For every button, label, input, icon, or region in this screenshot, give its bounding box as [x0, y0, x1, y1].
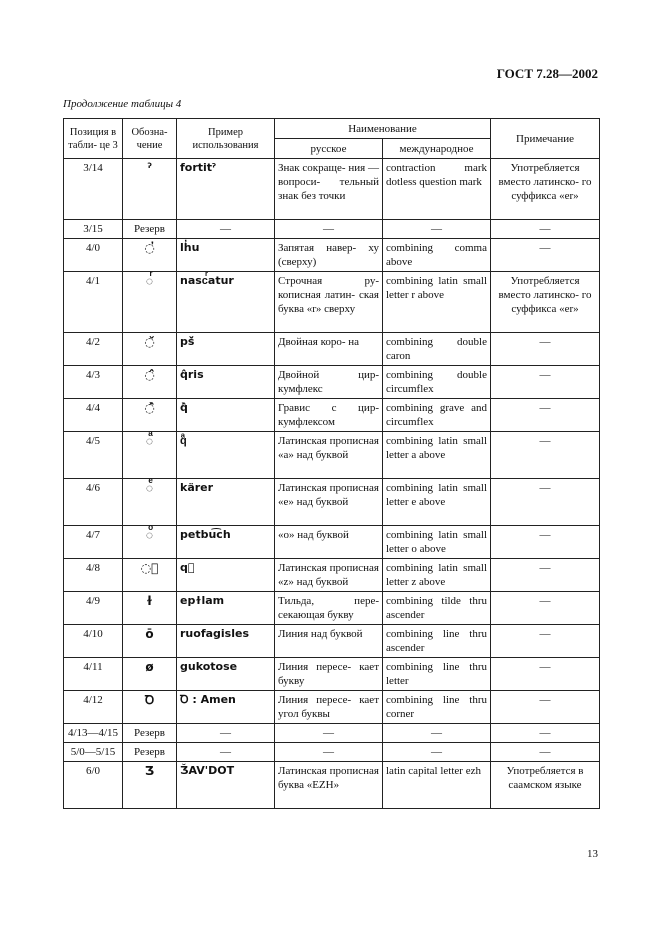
row-example: lh̓u	[177, 239, 275, 272]
table-row	[64, 399, 600, 432]
row-note: —	[491, 526, 600, 559]
row-designation: ˀ	[123, 159, 177, 220]
row-position: 6/0	[64, 762, 123, 809]
header-international: международное	[383, 139, 491, 159]
row-russian-name: Тильда, пере- секающая букву	[275, 592, 383, 625]
row-designation: Ꝺ	[123, 691, 177, 724]
row-note: —	[491, 399, 600, 432]
table-row	[64, 743, 600, 762]
row-international-name: combining line thru letter	[383, 658, 491, 691]
row-example: fortitˀ	[177, 159, 275, 220]
row-russian-name: —	[275, 220, 383, 239]
table-row	[64, 479, 600, 526]
page-number: 13	[587, 848, 598, 860]
row-example: kärer	[177, 479, 275, 526]
row-russian-name: Линия пересе- кает букву	[275, 658, 383, 691]
row-designation: ø	[123, 658, 177, 691]
row-example: —	[177, 743, 275, 762]
row-international-name: combining latin small letter e above	[383, 479, 491, 526]
table-row	[64, 724, 600, 743]
row-position: 4/1	[64, 272, 123, 333]
row-example: nascͬatur	[177, 272, 275, 333]
row-russian-name: Латинская прописная «a» над буквой	[275, 432, 383, 479]
row-position: 3/14	[64, 159, 123, 220]
row-russian-name: —	[275, 743, 383, 762]
row-position: 4/3	[64, 366, 123, 399]
row-example: epɫlam	[177, 592, 275, 625]
table-row	[64, 432, 600, 479]
row-example: Ꝺ : Amen	[177, 691, 275, 724]
row-designation: ō	[123, 625, 177, 658]
row-position: 4/8	[64, 559, 123, 592]
row-international-name: combining latin small letter a above	[383, 432, 491, 479]
row-designation: ◌̓	[123, 239, 177, 272]
row-note: —	[491, 658, 600, 691]
row-international-name: —	[383, 743, 491, 762]
header-designation: Обозна- чение	[123, 119, 177, 159]
row-designation: Ʒ	[123, 762, 177, 809]
row-russian-name: Латинская прописная «e» над буквой	[275, 479, 383, 526]
table-row	[64, 272, 600, 333]
row-international-name: combining grave and circumflex	[383, 399, 491, 432]
row-note: —	[491, 239, 600, 272]
table-row	[64, 526, 600, 559]
row-russian-name: —	[275, 724, 383, 743]
row-note: —	[491, 559, 600, 592]
row-russian-name: Гравис с цир- кумфлексом	[275, 399, 383, 432]
row-note: —	[491, 691, 600, 724]
table-row	[64, 592, 600, 625]
row-international-name: latin capital letter ezh	[383, 762, 491, 809]
table-row	[64, 625, 600, 658]
row-note: —	[491, 743, 600, 762]
row-russian-name: Латинская прописная буква «EZH»	[275, 762, 383, 809]
row-international-name: combining latin small letter z above	[383, 559, 491, 592]
row-international-name: combining double caron	[383, 333, 491, 366]
header-example: Пример использования	[177, 119, 275, 159]
row-note: Употребляется вместо латинско- го суффикса «er»	[491, 272, 600, 333]
row-international-name: combining latin small letter r above	[383, 272, 491, 333]
row-position: 4/2	[64, 333, 123, 366]
row-russian-name: Строчная ру- кописная латин- ская буква «r» сверху	[275, 272, 383, 333]
row-position: 4/11	[64, 658, 123, 691]
row-example: petbu͡ch	[177, 526, 275, 559]
row-position: 4/10	[64, 625, 123, 658]
row-international-name: combining tilde thru ascender	[383, 592, 491, 625]
header-russian: русское	[275, 139, 383, 159]
row-note: —	[491, 625, 600, 658]
row-example: q̂̀	[177, 399, 275, 432]
row-designation: ◌̂̂	[123, 366, 177, 399]
standard-header: ГОСТ 7.28—2002	[496, 66, 598, 81]
header-position: Позиция в табли- це 3	[64, 119, 123, 159]
row-international-name: —	[383, 724, 491, 743]
row-designation: ◌ͬ	[123, 272, 177, 333]
character-table	[63, 118, 600, 809]
row-international-name: contraction mark dotless question mark	[383, 159, 491, 220]
row-position: 5/0—5/15	[64, 743, 123, 762]
table-continuation-label: Продолжение таблицы 4	[63, 98, 182, 110]
table-row	[64, 691, 600, 724]
header-note: Примечание	[491, 119, 600, 159]
row-designation: Резерв	[123, 743, 177, 762]
row-designation: ◌̂̀	[123, 399, 177, 432]
row-example: ruofagisles	[177, 625, 275, 658]
table-row	[64, 159, 600, 220]
row-example: qᷦ	[177, 559, 275, 592]
row-position: 4/6	[64, 479, 123, 526]
row-position: 4/7	[64, 526, 123, 559]
row-note: Употребляется в саамском языке	[491, 762, 600, 809]
row-note: Употребляется вместо латинско- го суффикса «er»	[491, 159, 600, 220]
row-position: 4/5	[64, 432, 123, 479]
row-designation: Резерв	[123, 724, 177, 743]
row-example: ǮAV'DOT	[177, 762, 275, 809]
row-international-name: combining line thru ascender	[383, 625, 491, 658]
row-position: 4/9	[64, 592, 123, 625]
row-international-name: combining comma above	[383, 239, 491, 272]
row-designation: ◌ͦ	[123, 526, 177, 559]
header-name: Наименование	[275, 119, 491, 139]
table-row	[64, 220, 600, 239]
row-note: —	[491, 479, 600, 526]
row-example: —	[177, 220, 275, 239]
row-russian-name: Двойной цир- кумфлекс	[275, 366, 383, 399]
table-row	[64, 658, 600, 691]
row-russian-name: Линия пересе- кает угол буквы	[275, 691, 383, 724]
table-row	[64, 333, 600, 366]
row-note: —	[491, 333, 600, 366]
row-russian-name: Линия над буквой	[275, 625, 383, 658]
row-position: 4/12	[64, 691, 123, 724]
row-international-name: combining latin small letter o above	[383, 526, 491, 559]
row-note: —	[491, 724, 600, 743]
table-row	[64, 239, 600, 272]
row-designation: Резерв	[123, 220, 177, 239]
row-example: q̂̂ris	[177, 366, 275, 399]
row-designation: ◌ͣ	[123, 432, 177, 479]
row-designation: ɫ	[123, 592, 177, 625]
row-position: 4/13—4/15	[64, 724, 123, 743]
row-example: qͣ	[177, 432, 275, 479]
row-note: —	[491, 366, 600, 399]
row-position: 4/4	[64, 399, 123, 432]
row-russian-name: Запятая навер- ху (сверху)	[275, 239, 383, 272]
row-designation: ◌ͤ	[123, 479, 177, 526]
table-body	[64, 159, 600, 809]
row-russian-name: Знак сокраще- ния — вопроси- тельный знак без точки	[275, 159, 383, 220]
row-designation: ◌̌̌	[123, 333, 177, 366]
row-russian-name: «o» над буквой	[275, 526, 383, 559]
table-row	[64, 762, 600, 809]
table-row	[64, 366, 600, 399]
row-international-name: combining line thru corner	[383, 691, 491, 724]
row-russian-name: Латинская прописная «z» над буквой	[275, 559, 383, 592]
row-note: —	[491, 592, 600, 625]
row-note: —	[491, 432, 600, 479]
row-russian-name: Двойная коро- на	[275, 333, 383, 366]
row-example: pš̌	[177, 333, 275, 366]
row-position: 4/0	[64, 239, 123, 272]
row-position: 3/15	[64, 220, 123, 239]
row-note: —	[491, 220, 600, 239]
row-designation: ◌ᷦ	[123, 559, 177, 592]
row-international-name: —	[383, 220, 491, 239]
table-row	[64, 559, 600, 592]
row-international-name: combining double circumflex	[383, 366, 491, 399]
row-example: —	[177, 724, 275, 743]
row-example: gukotose	[177, 658, 275, 691]
